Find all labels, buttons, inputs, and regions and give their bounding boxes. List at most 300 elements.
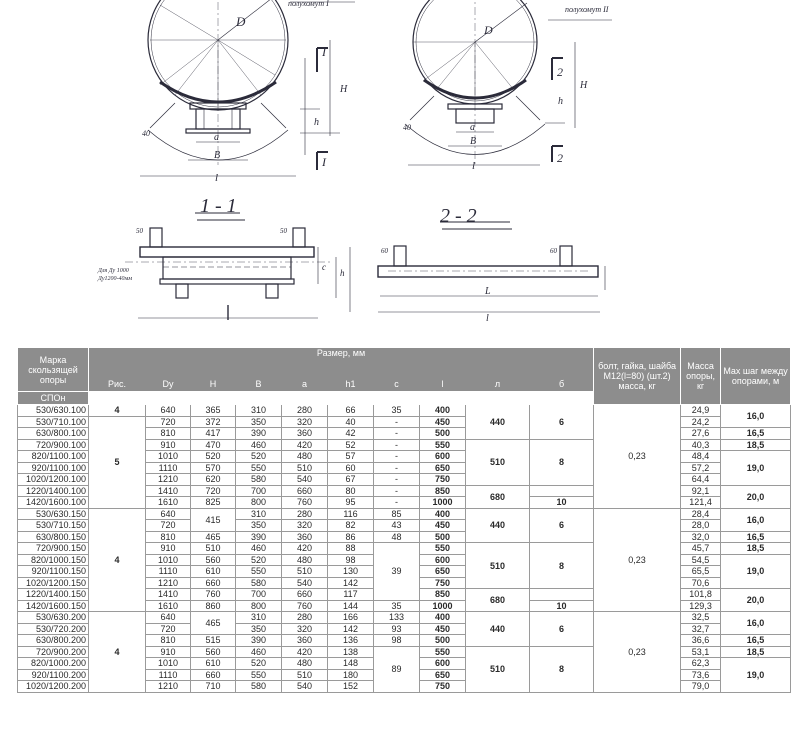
cell-mark: 820/1100.100 <box>18 451 89 463</box>
B-label-2: B <box>470 136 477 147</box>
cell-B: 310 <box>236 612 282 624</box>
cell-mark: 920/1100.100 <box>18 462 89 474</box>
cell-B: 700 <box>236 589 282 601</box>
cell-H: 825 <box>191 497 236 509</box>
cell-H: 372 <box>191 416 236 428</box>
height-label-1: H <box>340 84 348 95</box>
cell-c: - <box>374 462 420 474</box>
header-mass: Масса опоры, кг <box>681 348 721 405</box>
cell-a: 540 <box>282 577 328 589</box>
cell-l: 550 <box>420 543 466 555</box>
cell-dy: 1210 <box>146 681 191 693</box>
cell-c: 43 <box>374 520 420 532</box>
dim-50-label-a: 50 <box>136 227 143 235</box>
cell-B: 580 <box>236 474 282 486</box>
cell-dy: 720 <box>146 520 191 532</box>
cell-dy: 1610 <box>146 600 191 612</box>
cell-dy: 910 <box>146 439 191 451</box>
cell-mark: 1420/1600.150 <box>18 600 89 612</box>
cell-mass: 57,2 <box>681 462 721 474</box>
cell-mass: 28,4 <box>681 508 721 520</box>
cell-B: 350 <box>236 520 282 532</box>
cell-a: 480 <box>282 658 328 670</box>
dim-60-label-b: 60 <box>550 247 557 255</box>
cell-H: 560 <box>191 554 236 566</box>
h-label-section-1: h <box>340 268 345 278</box>
cell-mass: 32,7 <box>681 623 721 635</box>
cell-l: 600 <box>420 658 466 670</box>
cell-c: 35 <box>374 405 420 417</box>
cell-dy: 1110 <box>146 462 191 474</box>
cell-a: 760 <box>282 600 328 612</box>
cell-h1: 148 <box>328 658 374 670</box>
cell-h1: 144 <box>328 600 374 612</box>
cell-h1: 130 <box>328 566 374 578</box>
cell-mass: 36,6 <box>681 635 721 647</box>
cell-mark: 530/710.100 <box>18 416 89 428</box>
cell-B: 580 <box>236 681 282 693</box>
cell-h1: 40 <box>328 416 374 428</box>
cell-step: 20,0 <box>721 485 791 508</box>
cell-b-empty <box>530 589 594 601</box>
diameter-label-1: D <box>236 14 246 29</box>
cell-h1: 142 <box>328 577 374 589</box>
cell-a: 360 <box>282 428 328 440</box>
cell-mass: 65,5 <box>681 566 721 578</box>
cell-mark: 1020/1200.200 <box>18 681 89 693</box>
cell-h1: 52 <box>328 439 374 451</box>
cell-fig: 5 <box>89 416 146 508</box>
cell-H: 365 <box>191 405 236 417</box>
cell-B: 460 <box>236 646 282 658</box>
cell-step: 16,0 <box>721 405 791 428</box>
cell-lambda: 510 <box>466 439 530 485</box>
cell-l: 500 <box>420 531 466 543</box>
cell-a: 360 <box>282 635 328 647</box>
cell-dy: 1210 <box>146 474 191 486</box>
cell-b: 8 <box>530 439 594 485</box>
cell-h1: 152 <box>328 681 374 693</box>
cell-c: 85 <box>374 508 420 520</box>
cell-mark: 720/900.100 <box>18 439 89 451</box>
header-b: б <box>530 378 594 391</box>
cell-c: 89 <box>374 646 420 692</box>
cell-a: 420 <box>282 646 328 658</box>
section-label-2-2: 2 - 2 <box>440 205 477 227</box>
cell-a: 280 <box>282 508 328 520</box>
cell-lambda: 440 <box>466 508 530 543</box>
cell-a: 480 <box>282 451 328 463</box>
cell-c: - <box>374 485 420 497</box>
cell-a: 510 <box>282 566 328 578</box>
cell-dy: 1010 <box>146 451 191 463</box>
a-label-1: a <box>214 132 219 143</box>
cell-c: 133 <box>374 612 420 624</box>
header-h1: h1 <box>328 378 374 391</box>
cell-H: 465 <box>191 612 236 635</box>
cell-l: 500 <box>420 635 466 647</box>
cell-h1: 82 <box>328 520 374 532</box>
cell-l: 750 <box>420 681 466 693</box>
cell-h1: 57 <box>328 451 374 463</box>
cell-dy: 1110 <box>146 669 191 681</box>
technical-drawing <box>0 0 750 345</box>
cell-h1: 95 <box>328 497 374 509</box>
cell-mass: 64,4 <box>681 474 721 486</box>
cell-mark: 1220/1400.100 <box>18 485 89 497</box>
cell-b: 8 <box>530 646 594 692</box>
cell-mass: 129,3 <box>681 600 721 612</box>
cell-lambda: 510 <box>466 646 530 692</box>
cell-mass: 70,6 <box>681 577 721 589</box>
cell-h1: 42 <box>328 428 374 440</box>
cell-b: 8 <box>530 543 594 589</box>
cell-H: 710 <box>191 681 236 693</box>
cell-a: 510 <box>282 462 328 474</box>
cell-a: 320 <box>282 520 328 532</box>
cell-mark: 530/630.100 <box>18 405 89 417</box>
cell-B: 310 <box>236 405 282 417</box>
header-bolt: болт, гайка, шайба М12(l=80) (шт.2) масса, кг <box>594 348 681 405</box>
cell-B: 550 <box>236 566 282 578</box>
height-label-2: H <box>580 80 588 91</box>
cell-mark: 1220/1400.150 <box>18 589 89 601</box>
cell-lambda: 440 <box>466 405 530 440</box>
cell-H: 610 <box>191 566 236 578</box>
cell-H: 465 <box>191 531 236 543</box>
cut-label-1-top: I <box>322 45 326 59</box>
cell-c: - <box>374 474 420 486</box>
clamp-1-label: полухомут I <box>288 0 329 8</box>
cell-a: 760 <box>282 497 328 509</box>
cell-l: 400 <box>420 612 466 624</box>
section-label-1-1: 1 - 1 <box>200 195 237 217</box>
cell-mark: 820/1000.200 <box>18 658 89 670</box>
cell-mass: 73,6 <box>681 669 721 681</box>
cell-a: 360 <box>282 531 328 543</box>
cell-B: 550 <box>236 462 282 474</box>
cell-step: 16,0 <box>721 612 791 635</box>
cell-l: 400 <box>420 508 466 520</box>
cell-mass: 45,7 <box>681 543 721 555</box>
cell-dy: 1410 <box>146 485 191 497</box>
cell-H: 415 <box>191 508 236 531</box>
diameter-label-2: D <box>484 23 493 37</box>
section-1-1-view <box>125 213 350 320</box>
cell-l: 450 <box>420 416 466 428</box>
cell-step: 19,0 <box>721 658 791 693</box>
cell-h1: 67 <box>328 474 374 486</box>
note-line-2: Ду1200-40мм <box>98 276 133 282</box>
cell-step: 16,0 <box>721 508 791 531</box>
cell-H: 760 <box>191 589 236 601</box>
cell-mass: 27,6 <box>681 428 721 440</box>
cell-c: 39 <box>374 543 420 601</box>
cell-step: 18,5 <box>721 646 791 658</box>
dim-40-label-1: 40 <box>142 129 150 138</box>
l-label-2: l <box>472 160 476 172</box>
cell-B: 390 <box>236 635 282 647</box>
cell-h1: 116 <box>328 508 374 520</box>
cell-l: 550 <box>420 439 466 451</box>
cell-dy: 1010 <box>146 554 191 566</box>
cell-step: 18,5 <box>721 439 791 451</box>
cell-B: 550 <box>236 669 282 681</box>
dim-50-label-b: 50 <box>280 227 287 235</box>
cell-mark: 630/800.100 <box>18 428 89 440</box>
cell-B: 350 <box>236 416 282 428</box>
cell-a: 540 <box>282 681 328 693</box>
cell-h1: 136 <box>328 635 374 647</box>
cell-dy: 720 <box>146 623 191 635</box>
cell-step: 19,0 <box>721 451 791 486</box>
cell-h1: 66 <box>328 405 374 417</box>
cell-l: 850 <box>420 589 466 601</box>
cell-B: 700 <box>236 485 282 497</box>
cell-step: 19,0 <box>721 554 791 589</box>
header-step: Мах шаг между опорами, м <box>721 348 791 405</box>
cell-l: 400 <box>420 405 466 417</box>
cell-b: 6 <box>530 508 594 543</box>
dim-40-label-2: 40 <box>403 123 411 132</box>
header-B: B <box>236 378 282 391</box>
cell-B: 520 <box>236 451 282 463</box>
cell-dy: 910 <box>146 543 191 555</box>
cell-B: 390 <box>236 531 282 543</box>
cell-c: - <box>374 451 420 463</box>
cell-H: 515 <box>191 635 236 647</box>
table-row <box>18 612 791 624</box>
cell-dy: 720 <box>146 416 191 428</box>
cell-l: 650 <box>420 669 466 681</box>
cell-mark: 920/1100.200 <box>18 669 89 681</box>
cell-H: 660 <box>191 669 236 681</box>
header-H: H <box>191 378 236 391</box>
cell-H: 510 <box>191 543 236 555</box>
dim-60-label-a: 60 <box>381 247 388 255</box>
cell-mark: 1020/1200.100 <box>18 474 89 486</box>
cell-l: 650 <box>420 566 466 578</box>
cell-l: 750 <box>420 474 466 486</box>
cell-fig: 4 <box>89 405 146 417</box>
l-label-section-2: l <box>486 313 489 324</box>
lambda-label-2: L <box>485 286 491 297</box>
cell-H: 520 <box>191 451 236 463</box>
cell-mass: 32,5 <box>681 612 721 624</box>
cell-mark: 530/710.150 <box>18 520 89 532</box>
cell-b: 10 <box>530 600 594 612</box>
cell-step: 20,0 <box>721 589 791 612</box>
cell-dy: 640 <box>146 612 191 624</box>
B-label-1: B <box>214 150 221 161</box>
header-spon: СПОн <box>18 392 89 405</box>
header-a: a <box>282 378 328 391</box>
cell-lambda: 680 <box>466 589 530 612</box>
cell-B: 580 <box>236 577 282 589</box>
cell-a: 280 <box>282 612 328 624</box>
table-row <box>18 405 791 417</box>
clamp-2-label: полухомут II <box>565 5 609 14</box>
cut-label-2-bottom: 2 <box>557 151 563 165</box>
cell-a: 510 <box>282 669 328 681</box>
cell-step: 16,5 <box>721 531 791 543</box>
cell-l: 750 <box>420 577 466 589</box>
cell-B: 460 <box>236 543 282 555</box>
cell-mass: 54,5 <box>681 554 721 566</box>
note-line-1: Для Ду 1000 <box>98 268 129 274</box>
cell-lambda: 440 <box>466 612 530 647</box>
cell-B: 520 <box>236 554 282 566</box>
cell-l: 1000 <box>420 497 466 509</box>
cell-mass: 101,8 <box>681 589 721 601</box>
cell-mass: 24,9 <box>681 405 721 417</box>
cell-lambda: 680 <box>466 485 530 508</box>
cell-step: 16,5 <box>721 428 791 440</box>
cell-mark: 630/800.200 <box>18 635 89 647</box>
cell-b: 10 <box>530 497 594 509</box>
cell-a: 320 <box>282 623 328 635</box>
section-2-2-view <box>378 222 605 312</box>
cell-bolt: 0,23 <box>594 612 681 693</box>
cell-H: 610 <box>191 658 236 670</box>
header-fig: Рис. <box>89 378 146 391</box>
h1-label-1: h <box>314 117 319 128</box>
cell-l: 450 <box>420 623 466 635</box>
cell-B: 350 <box>236 623 282 635</box>
header-l: l <box>420 378 466 391</box>
cell-a: 280 <box>282 405 328 417</box>
header-lambda: л <box>466 378 530 391</box>
cell-a: 420 <box>282 543 328 555</box>
header-c: c <box>374 378 420 391</box>
cell-H: 660 <box>191 577 236 589</box>
specification-table <box>17 347 791 693</box>
cell-l: 600 <box>420 451 466 463</box>
header-dy: Dy <box>146 378 191 391</box>
cell-a: 320 <box>282 416 328 428</box>
cell-l: 600 <box>420 554 466 566</box>
cell-mark: 920/1100.150 <box>18 566 89 578</box>
cell-h1: 88 <box>328 543 374 555</box>
cell-B: 800 <box>236 497 282 509</box>
cell-b: 6 <box>530 612 594 647</box>
cell-dy: 1010 <box>146 658 191 670</box>
cell-l: 1000 <box>420 600 466 612</box>
cell-h1: 166 <box>328 612 374 624</box>
cell-c: 35 <box>374 600 420 612</box>
cell-B: 390 <box>236 428 282 440</box>
pipe-view-1 <box>140 0 355 176</box>
cell-h1: 86 <box>328 531 374 543</box>
cell-b-empty <box>530 485 594 497</box>
cell-B: 460 <box>236 439 282 451</box>
cell-h1: 60 <box>328 462 374 474</box>
cell-dy: 1410 <box>146 589 191 601</box>
cell-H: 560 <box>191 646 236 658</box>
cell-c: - <box>374 416 420 428</box>
cell-mass: 48,4 <box>681 451 721 463</box>
cell-mark: 530/720.200 <box>18 623 89 635</box>
cell-dy: 810 <box>146 635 191 647</box>
cell-a: 480 <box>282 554 328 566</box>
a-label-2: a <box>470 122 475 133</box>
cell-mark: 530/630.150 <box>18 508 89 520</box>
cell-fig: 4 <box>89 508 146 612</box>
cell-c: 48 <box>374 531 420 543</box>
cell-mass: 24,2 <box>681 416 721 428</box>
cell-a: 660 <box>282 485 328 497</box>
cell-a: 420 <box>282 439 328 451</box>
cell-H: 570 <box>191 462 236 474</box>
cell-dy: 640 <box>146 508 191 520</box>
h1-label-2: h <box>558 96 563 107</box>
cell-H: 470 <box>191 439 236 451</box>
cell-dy: 810 <box>146 531 191 543</box>
cell-mass: 79,0 <box>681 681 721 693</box>
cell-mark: 1020/1200.150 <box>18 577 89 589</box>
cell-dy: 1210 <box>146 577 191 589</box>
cell-fig: 4 <box>89 612 146 693</box>
cell-dy: 810 <box>146 428 191 440</box>
cell-h1: 138 <box>328 646 374 658</box>
cell-step: 16,5 <box>721 635 791 647</box>
cut-label-1-bottom: I <box>322 155 326 169</box>
cell-l: 850 <box>420 485 466 497</box>
cell-bolt: 0,23 <box>594 508 681 612</box>
cell-mark: 630/800.150 <box>18 531 89 543</box>
table-row <box>18 508 791 520</box>
cell-step: 18,5 <box>721 543 791 555</box>
cell-c: - <box>374 497 420 509</box>
cell-a: 540 <box>282 474 328 486</box>
cell-mark: 820/1000.150 <box>18 554 89 566</box>
cell-dy: 910 <box>146 646 191 658</box>
cell-l: 500 <box>420 428 466 440</box>
cell-l: 650 <box>420 462 466 474</box>
cell-dy: 640 <box>146 405 191 417</box>
cell-mass: 32,0 <box>681 531 721 543</box>
cell-mass: 62,3 <box>681 658 721 670</box>
cell-h1: 142 <box>328 623 374 635</box>
cell-B: 520 <box>236 658 282 670</box>
cell-c: 98 <box>374 635 420 647</box>
cell-h1: 180 <box>328 669 374 681</box>
cell-dy: 1610 <box>146 497 191 509</box>
cell-bolt: 0,23 <box>594 405 681 509</box>
cell-H: 620 <box>191 474 236 486</box>
cell-h1: 80 <box>328 485 374 497</box>
l-label-1: l <box>215 172 219 184</box>
cell-c: 93 <box>374 623 420 635</box>
header-size: Размер, мм <box>89 348 594 392</box>
cell-mass: 53,1 <box>681 646 721 658</box>
cell-mass: 121,4 <box>681 497 721 509</box>
cell-h1: 98 <box>328 554 374 566</box>
cell-h1: 117 <box>328 589 374 601</box>
cell-b: 6 <box>530 405 594 440</box>
cell-B: 310 <box>236 508 282 520</box>
cell-l: 450 <box>420 520 466 532</box>
c-label-1: c <box>322 262 326 272</box>
cell-l: 550 <box>420 646 466 658</box>
header-mark: Марка скользящей опоры <box>18 348 89 392</box>
cell-mass: 92,1 <box>681 485 721 497</box>
cell-dy: 1110 <box>146 566 191 578</box>
cell-c: - <box>374 439 420 451</box>
cell-mark: 530/630.200 <box>18 612 89 624</box>
cell-H: 720 <box>191 485 236 497</box>
cell-mark: 720/900.150 <box>18 543 89 555</box>
